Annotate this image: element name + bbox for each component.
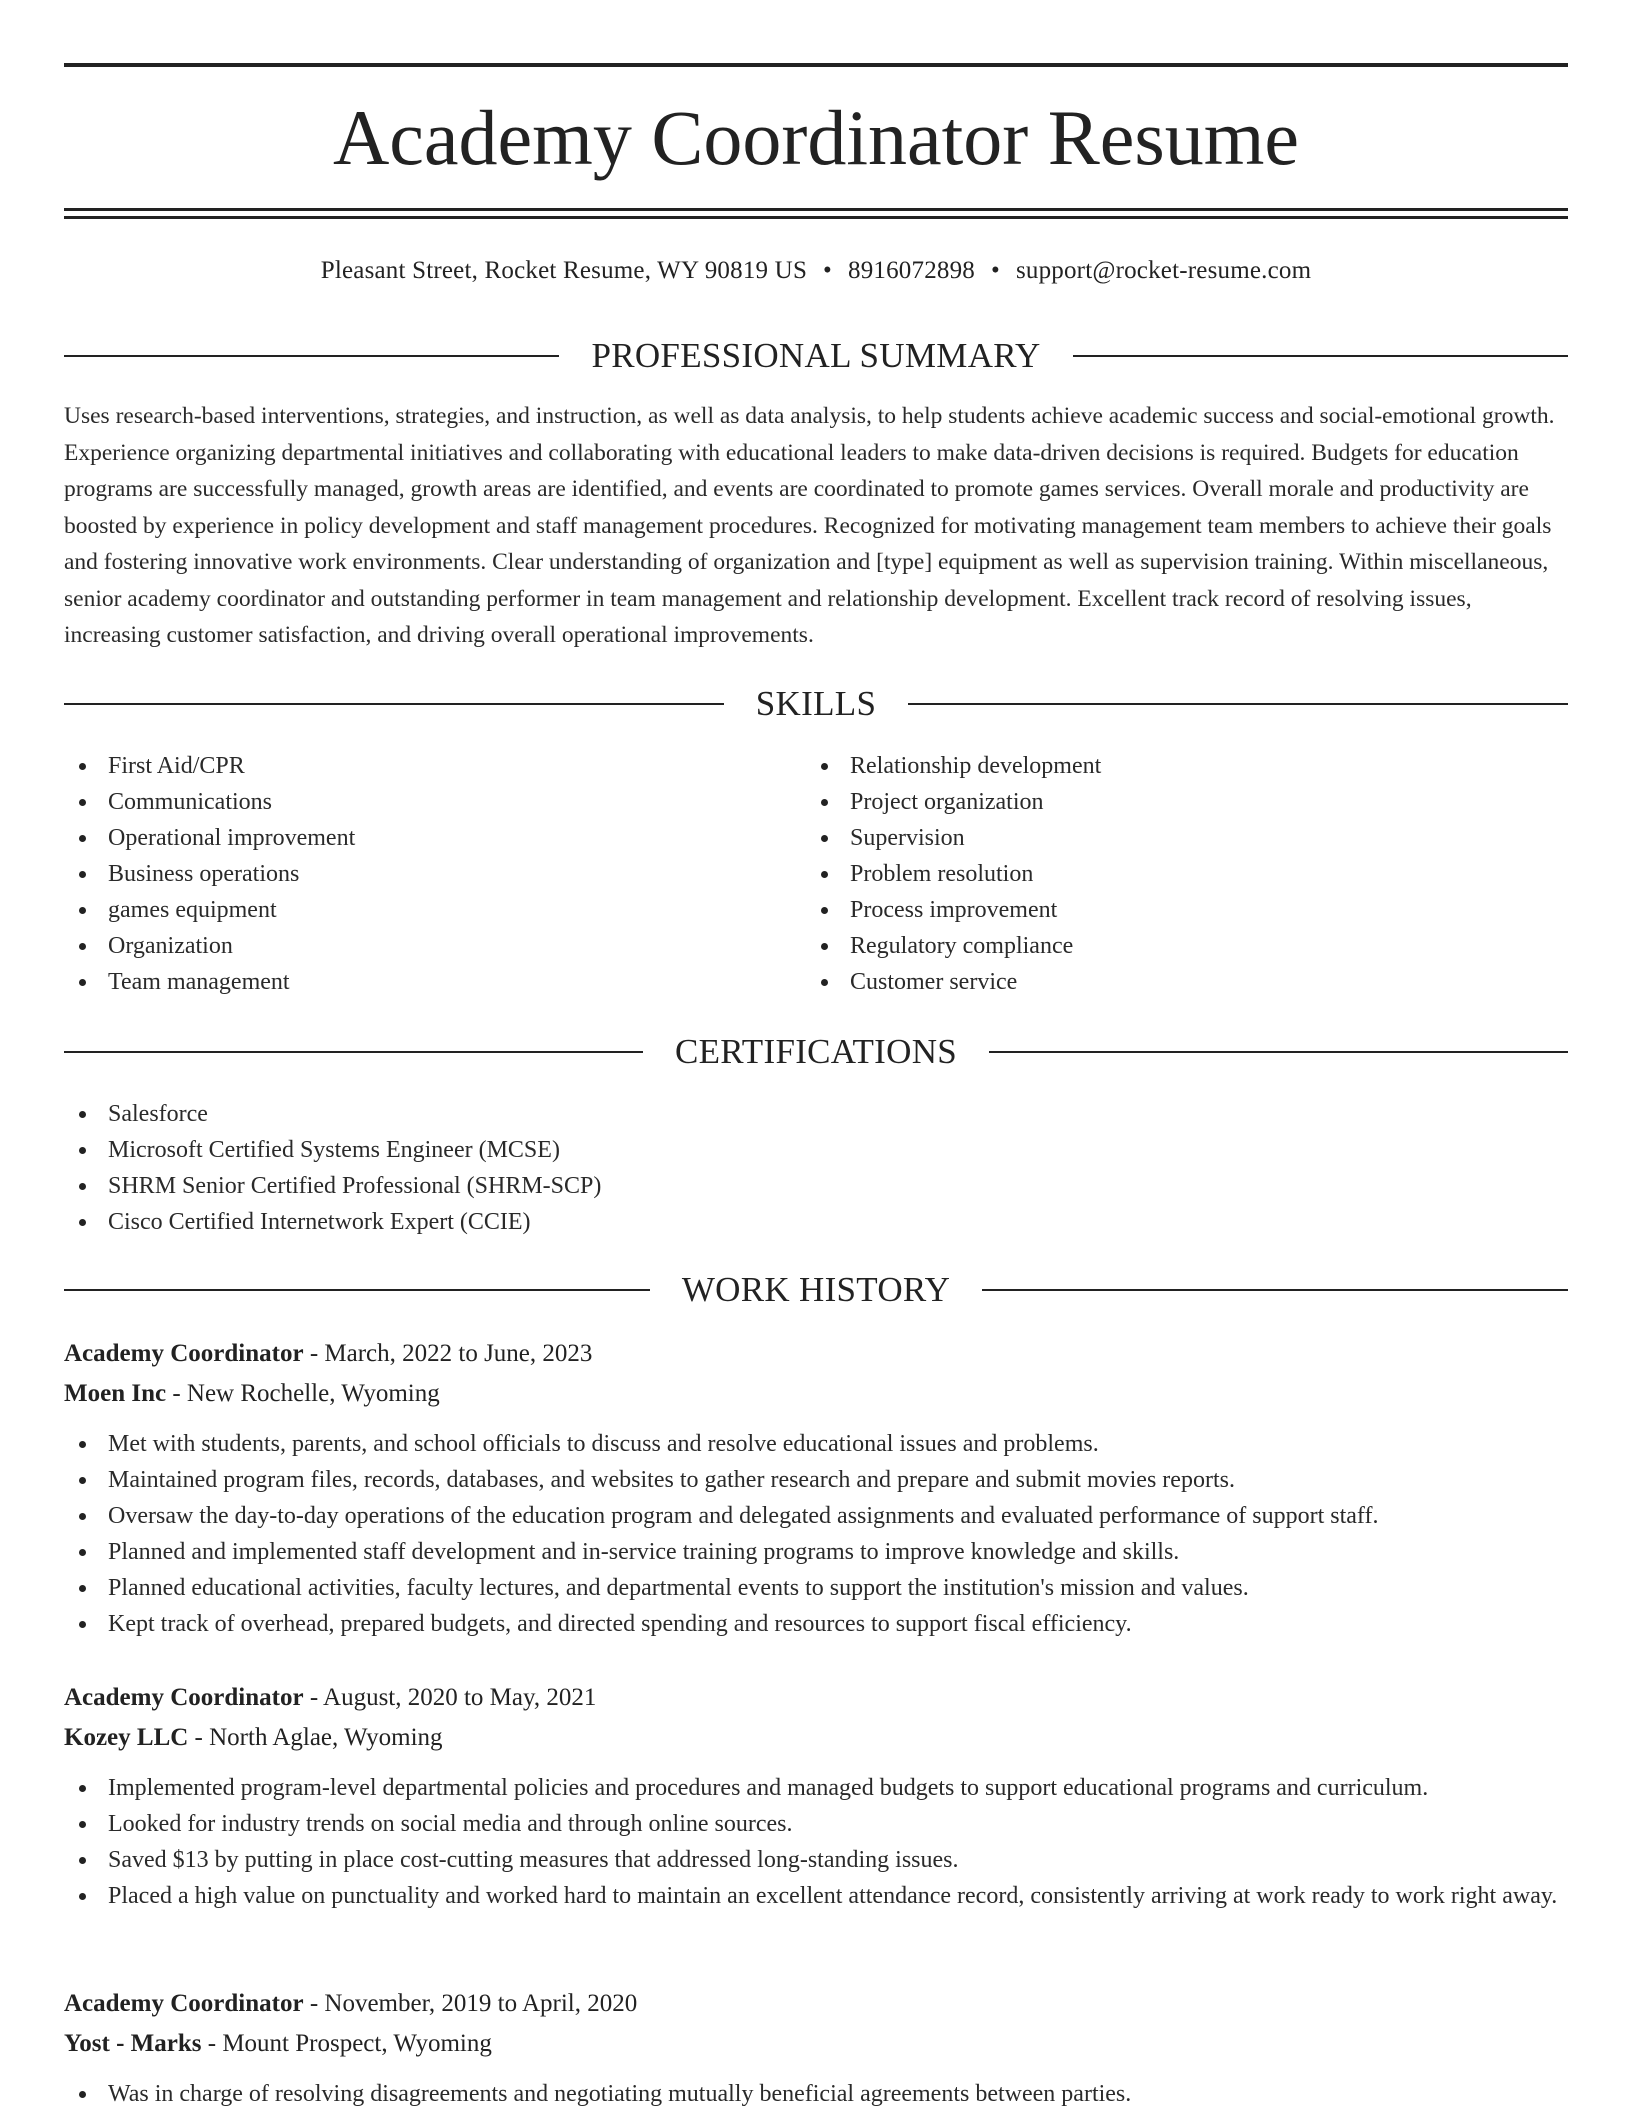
job-duty-item: Oversaw the day-to-day operations of the education program and delegated assignments and evaluated performance of support staff.: [64, 1498, 1568, 1534]
skills-list-left: [64, 748, 804, 1000]
job-location: - North Aglae, Wyoming: [188, 1724, 443, 1751]
section-heading-skills: [64, 682, 1568, 726]
skill-item: Organization: [64, 928, 804, 964]
heading-rule-right: [989, 1051, 1568, 1053]
certification-item: SHRM Senior Certified Professional (SHRM-SCP): [64, 1168, 1568, 1204]
job-company: Kozey LLC: [64, 1724, 189, 1751]
job-location: - New Rochelle, Wyoming: [166, 1380, 440, 1407]
job-duties-list: [64, 1426, 1568, 1642]
title-rule-lower: [64, 216, 1568, 219]
skill-item: Supervision: [806, 820, 1566, 856]
contact-email: support@rocket-resume.com: [1015, 257, 1312, 284]
job-dates: - March, 2022 to June, 2023: [303, 1340, 593, 1367]
skill-item: Operational improvement: [64, 820, 804, 856]
job-dates: - August, 2020 to May, 2021: [303, 1684, 597, 1711]
job-duty-item: Planned and implemented staff development and in-service training programs to improve knowledge and skills.: [64, 1534, 1568, 1570]
heading-rule-left: [64, 1051, 643, 1053]
job-duties-list: [64, 1770, 1568, 1914]
certification-item: Salesforce: [64, 1096, 1568, 1132]
skill-item: Regulatory compliance: [806, 928, 1566, 964]
skills-list-right: [806, 748, 1566, 1000]
heading-rule-right: [982, 1289, 1568, 1291]
job-duty-item: Implemented program-level departmental policies and procedures and managed budgets to support educational programs and curriculum.: [64, 1770, 1568, 1806]
job-dates: - November, 2019 to April, 2020: [303, 1990, 638, 2017]
skill-item: Customer service: [806, 964, 1566, 1000]
skill-item: Business operations: [64, 856, 804, 892]
job-company-line: [64, 1374, 1568, 1414]
job-location: - Mount Prospect, Wyoming: [201, 2030, 492, 2057]
job-duty-item: Saved $13 by putting in place cost-cutting measures that addressed long-standing issues.: [64, 1842, 1568, 1878]
heading-rule-left: [64, 1289, 650, 1291]
job-duty-item: Placed a high value on punctuality and worked hard to maintain an excellent attendance record, consistently arriving at work ready to work right away.: [64, 1878, 1568, 1914]
skill-item: First Aid/CPR: [64, 748, 804, 784]
section-title: SKILLS: [755, 684, 877, 723]
section-title: CERTIFICATIONS: [674, 1032, 958, 1071]
job-company-line: [64, 1718, 1568, 1758]
job-title: Academy Coordinator: [64, 1990, 304, 2017]
job-title: Academy Coordinator: [64, 1340, 304, 1367]
contact-separator: •: [823, 257, 832, 284]
skill-item: Relationship development: [806, 748, 1566, 784]
heading-rule-right: [1073, 355, 1568, 357]
job-duty-item: Met with students, parents, and school officials to discuss and resolve educational issues and problems.: [64, 1426, 1568, 1462]
job-company: Yost - Marks: [64, 2030, 202, 2057]
summary-paragraph: Uses research-based interventions, strategies, and instruction, as well as data analysis, to help students achieve academic success and social-emotional growth. Experience organizing departmental initiatives and collaborating with educational leaders to make data-driven decisions is required. Budgets for education programs are successfully managed, growth areas are identified, and events are coordinated to promote games services. Overall morale and productivity are boosted by experience in policy development and staff management procedures. Recognized for motivating management team members to achieve their goals and fostering innovative work environments. Clear understanding of organization and [type] equipment as well as supervision training. Within miscellaneous, senior academy coordinator and outstanding performer in team management and relationship development. Excellent track record of resolving issues, increasing customer satisfaction, and driving overall operational improvements.: [64, 403, 1555, 648]
heading-rule-left: [64, 703, 724, 705]
job-company-line: [64, 2024, 1568, 2064]
job-duty-item: Kept track of overhead, prepared budgets, and directed spending and resources to support fiscal efficiency.: [64, 1606, 1568, 1642]
skill-item: Problem resolution: [806, 856, 1566, 892]
contact-address: Pleasant Street, Rocket Resume, WY 90819 US: [320, 257, 808, 284]
job-entry: [64, 1678, 1568, 1914]
section-heading-work-history: [64, 1268, 1568, 1312]
skill-item: Team management: [64, 964, 804, 1000]
contact-line: [64, 254, 1568, 288]
heading-rule-left: [64, 355, 559, 357]
job-duty-item: Maintained program files, records, databases, and websites to gather research and prepare and submit movies reports.: [64, 1462, 1568, 1498]
section-heading-certifications: [64, 1030, 1568, 1074]
job-role-line: [64, 1334, 1568, 1374]
resume-title: Academy Coordinator Resume: [332, 94, 1300, 181]
job-role-line: [64, 1984, 1568, 2024]
contact-separator: •: [991, 257, 1000, 284]
section-title: PROFESSIONAL SUMMARY: [591, 336, 1041, 375]
job-title: Academy Coordinator: [64, 1684, 304, 1711]
skill-item: games equipment: [64, 892, 804, 928]
contact-phone: 8916072898: [848, 257, 975, 284]
skill-item: Process improvement: [806, 892, 1566, 928]
certifications-list: [64, 1096, 1568, 1240]
section-title: WORK HISTORY: [681, 1270, 951, 1309]
certification-item: Microsoft Certified Systems Engineer (MCSE): [64, 1132, 1568, 1168]
job-duty-item: Planned educational activities, faculty lectures, and departmental events to support the institution's mission and values.: [64, 1570, 1568, 1606]
job-duty-item: Was in charge of resolving disagreements and negotiating mutually beneficial agreements between parties.: [64, 2076, 1568, 2112]
job-entry: [64, 1334, 1568, 1642]
job-company: Moen Inc: [64, 1380, 167, 1407]
section-heading-summary: [64, 334, 1568, 378]
heading-rule-right: [908, 703, 1568, 705]
job-duties-list: [64, 2076, 1568, 2112]
certification-item: Cisco Certified Internetwork Expert (CCIE): [64, 1204, 1568, 1240]
title-rule-upper: [64, 208, 1568, 211]
job-entry: [64, 1984, 1568, 2112]
skill-item: Project organization: [806, 784, 1566, 820]
skill-item: Communications: [64, 784, 804, 820]
job-duty-item: Looked for industry trends on social media and through online sources.: [64, 1806, 1568, 1842]
job-role-line: [64, 1678, 1568, 1718]
top-rule: [64, 63, 1568, 67]
